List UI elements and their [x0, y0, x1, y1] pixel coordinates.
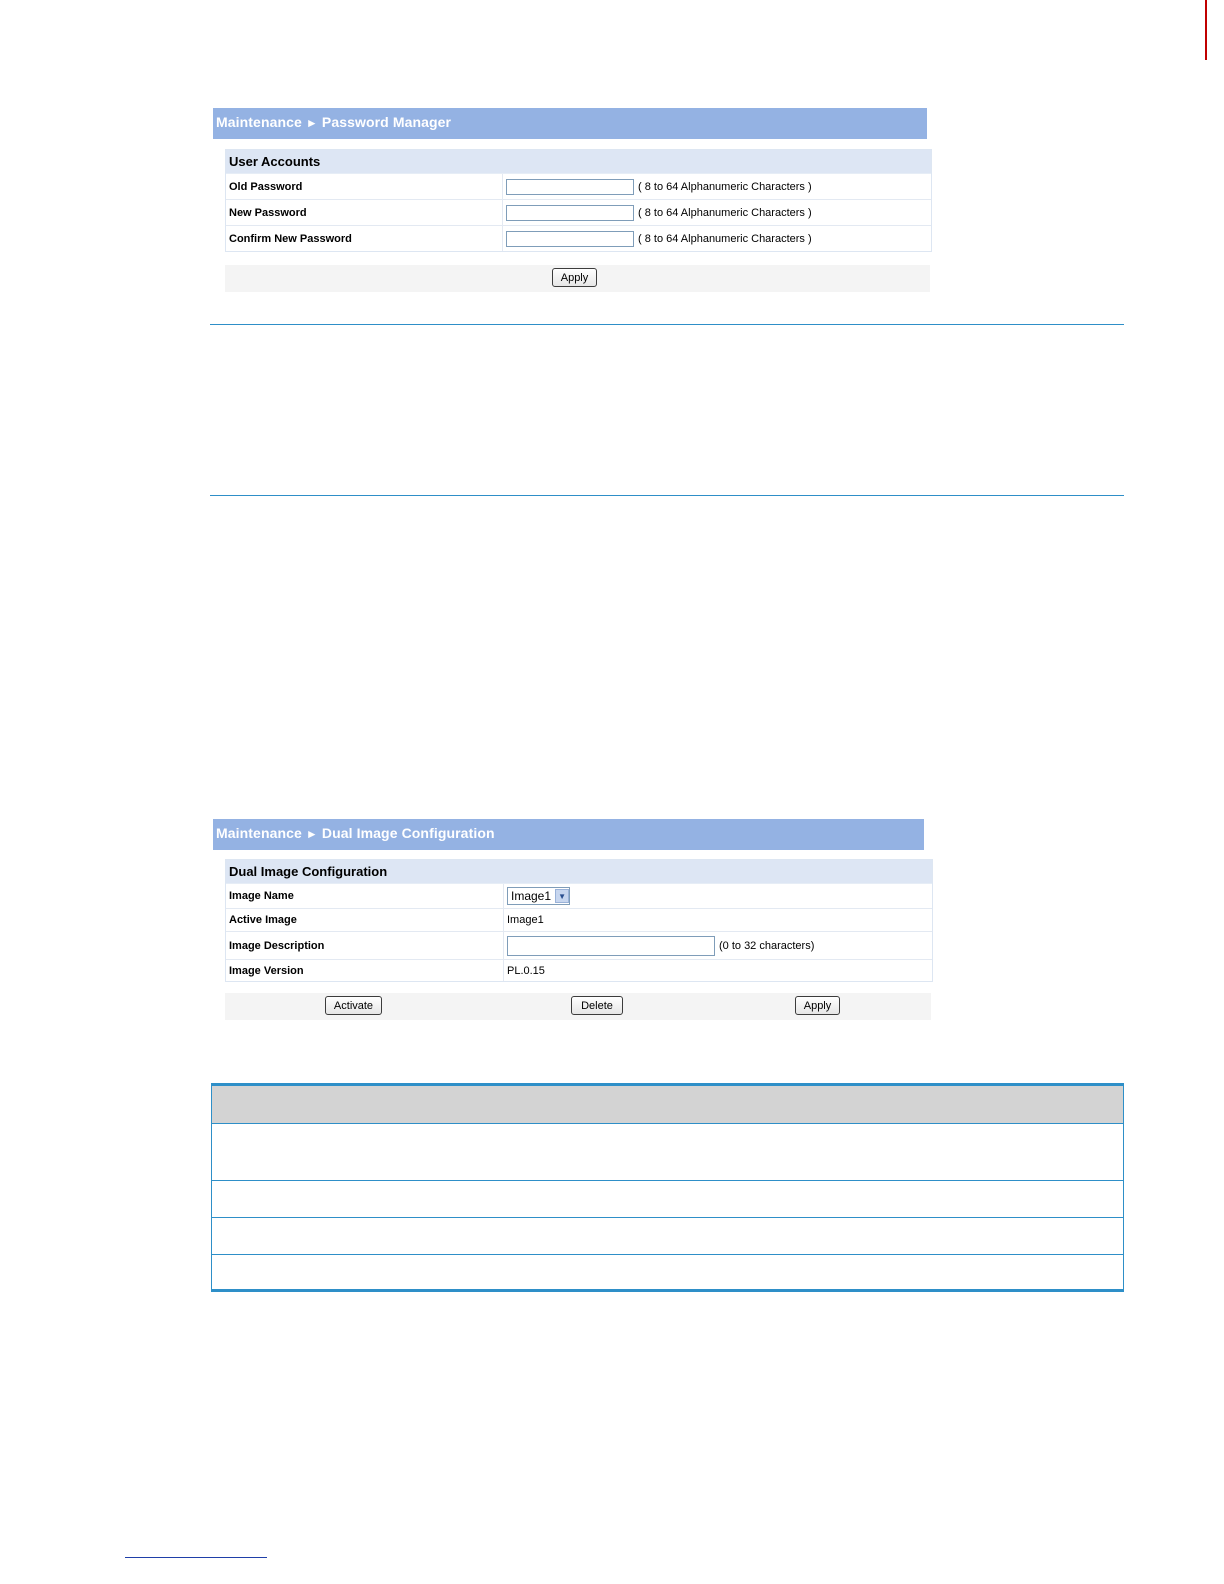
new-password-input[interactable] [506, 205, 634, 221]
image-version-row [226, 960, 932, 981]
image-description-label: Image Description [229, 939, 325, 952]
confirm-password-row [226, 226, 931, 251]
table-bottom-rule [211, 1289, 1124, 1292]
password-manager-title-bar [213, 108, 927, 139]
apply-button[interactable]: Apply [795, 996, 840, 1015]
table-row [211, 1123, 1124, 1180]
dual-image-button-bar [225, 993, 931, 1020]
old-password-label: Old Password [229, 180, 303, 193]
old-password-hint: ( 8 to 64 Alphanumeric Characters ) [638, 180, 812, 193]
breadcrumb-page: Dual Image Configuration [321, 825, 495, 841]
password-button-bar [225, 265, 930, 292]
column-divider [503, 884, 504, 908]
dual-image-panel [213, 819, 924, 1019]
column-divider [503, 909, 504, 931]
column-divider [502, 174, 503, 199]
table-row [211, 1217, 1124, 1254]
chevron-down-icon[interactable]: ▼ [555, 889, 569, 903]
image-description-row [226, 932, 932, 960]
old-password-row [226, 174, 931, 200]
image-version-value: PL.0.15 [507, 964, 545, 977]
column-divider [502, 226, 503, 251]
table-row [211, 1254, 1124, 1289]
table-header-row [211, 1086, 1124, 1123]
footnote-rule [125, 1557, 267, 1558]
user-accounts-table [225, 149, 932, 252]
user-accounts-heading: User Accounts [226, 150, 931, 174]
dual-image-title-bar [213, 819, 924, 850]
new-password-hint: ( 8 to 64 Alphanumeric Characters ) [638, 206, 812, 219]
image-name-label: Image Name [229, 890, 294, 902]
dual-image-heading: Dual Image Configuration [226, 860, 932, 884]
confirm-password-hint: ( 8 to 64 Alphanumeric Characters ) [638, 232, 812, 245]
new-password-label: New Password [229, 206, 307, 219]
breadcrumb-section[interactable]: Maintenance [216, 825, 302, 841]
image-version-label: Image Version [229, 964, 304, 977]
confirm-password-input[interactable] [506, 231, 634, 247]
breadcrumb-arrow-icon: ► [305, 827, 318, 841]
active-image-row [226, 909, 932, 932]
image-name-selected: Image1 [511, 889, 552, 903]
image-name-row [226, 884, 932, 909]
active-image-label: Active Image [229, 914, 297, 926]
column-divider [503, 960, 504, 981]
column-divider [503, 932, 504, 959]
delete-button[interactable]: Delete [571, 996, 623, 1015]
note-rule-top [210, 324, 1124, 325]
image-description-input[interactable] [507, 936, 715, 956]
new-password-row [226, 200, 931, 226]
description-table [211, 1083, 1124, 1292]
active-image-value: Image1 [507, 914, 544, 926]
image-description-hint: (0 to 32 characters) [719, 939, 815, 952]
breadcrumb-section[interactable]: Maintenance [216, 114, 302, 130]
column-divider [502, 200, 503, 225]
apply-button[interactable]: Apply [552, 268, 597, 287]
image-name-select[interactable] [507, 887, 570, 905]
table-row [211, 1180, 1124, 1217]
breadcrumb-page: Password Manager [321, 114, 452, 130]
password-manager-panel [213, 108, 927, 298]
dual-image-table [225, 859, 933, 982]
old-password-input[interactable] [506, 179, 634, 195]
page-edge-mark [1205, 0, 1207, 60]
confirm-password-label: Confirm New Password [229, 232, 352, 245]
note-rule-bottom [210, 495, 1124, 496]
breadcrumb-arrow-icon: ► [305, 116, 318, 130]
activate-button[interactable]: Activate [325, 996, 382, 1015]
